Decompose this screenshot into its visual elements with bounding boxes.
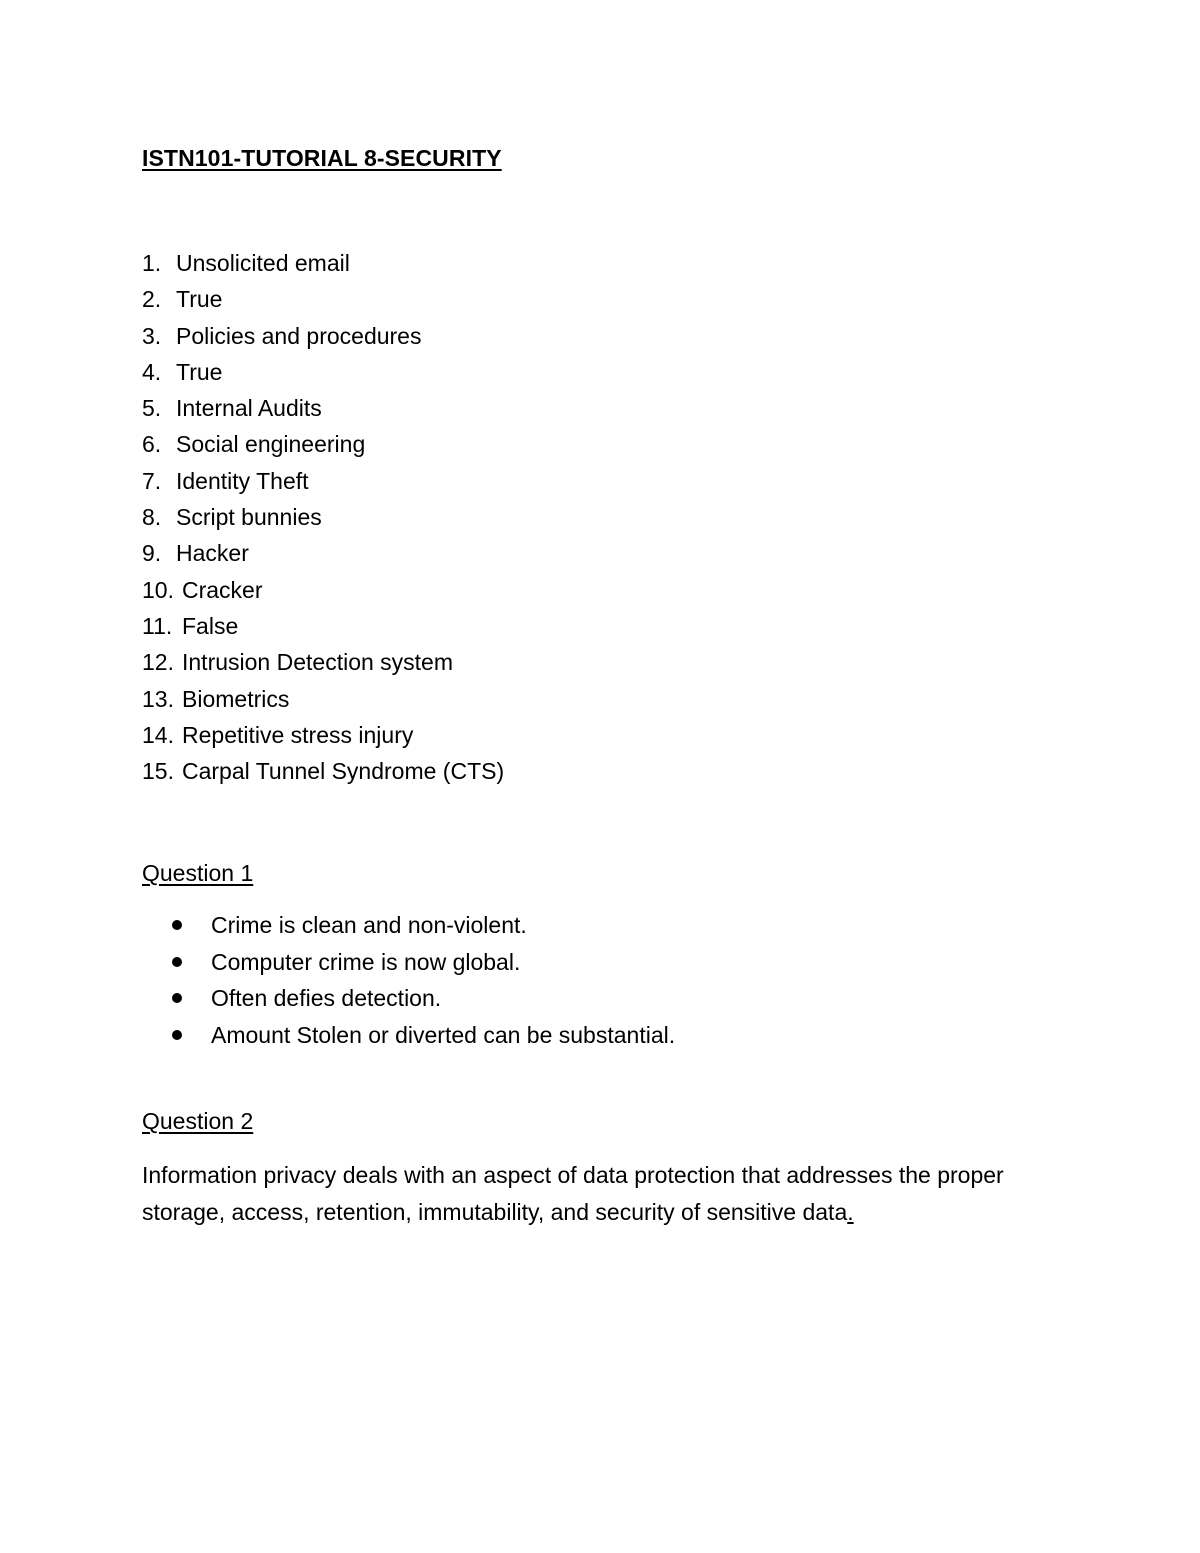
item-text: True bbox=[176, 358, 223, 385]
question-1-bullets bbox=[172, 910, 675, 1056]
item-number: 2. bbox=[142, 286, 162, 313]
item-number: 13. bbox=[142, 685, 174, 712]
item-number: 15. bbox=[142, 758, 174, 785]
item-number: 12. bbox=[142, 649, 174, 676]
list-item bbox=[142, 284, 504, 320]
list-item bbox=[142, 429, 504, 465]
item-number: 3. bbox=[142, 322, 162, 349]
item-number: 1. bbox=[142, 250, 162, 276]
answer-text: Information privacy deals with an aspect of data protection that addresses the proper storage, access, retention, immutability, and security of sensitive data bbox=[142, 1162, 1004, 1225]
item-text: Identity Theft bbox=[176, 467, 309, 494]
item-text: Social engineering bbox=[176, 431, 366, 458]
list-item bbox=[142, 357, 504, 393]
item-text: Repetitive stress injury bbox=[182, 721, 414, 748]
list-item bbox=[172, 910, 675, 947]
list-item bbox=[172, 983, 675, 1020]
item-text: Unsolicited email bbox=[176, 250, 350, 276]
item-text: Biometrics bbox=[182, 685, 290, 712]
question-2-answer bbox=[142, 1157, 1042, 1231]
bullet-text: Often defies detection. bbox=[211, 985, 442, 1011]
bullet-text: Crime is clean and non-violent. bbox=[211, 912, 527, 938]
list-item bbox=[142, 647, 504, 683]
question-2-heading: Question 2 bbox=[142, 1108, 254, 1134]
list-item bbox=[142, 611, 504, 647]
item-text: True bbox=[176, 286, 223, 313]
item-number: 14. bbox=[142, 721, 174, 748]
item-number: 8. bbox=[142, 504, 162, 531]
bullet-icon bbox=[172, 1030, 182, 1040]
bullet-text: Amount Stolen or diverted can be substantial. bbox=[211, 1021, 676, 1048]
list-item bbox=[142, 248, 504, 284]
item-number: 10. bbox=[142, 576, 174, 603]
list-item bbox=[142, 756, 504, 792]
answer-period: . bbox=[847, 1199, 854, 1225]
answer-list bbox=[142, 248, 504, 792]
list-item bbox=[142, 684, 504, 720]
document-title: ISTN101-TUTORIAL 8-SECURITY bbox=[142, 145, 502, 171]
item-text: Carpal Tunnel Syndrome (CTS) bbox=[182, 758, 505, 785]
list-item bbox=[142, 502, 504, 538]
bullet-icon bbox=[172, 920, 182, 930]
list-item bbox=[142, 393, 504, 429]
list-item bbox=[142, 575, 504, 611]
list-item bbox=[172, 947, 675, 984]
bullet-icon bbox=[172, 957, 182, 967]
item-number: 4. bbox=[142, 358, 162, 385]
list-item bbox=[142, 538, 504, 574]
item-number: 9. bbox=[142, 540, 162, 567]
item-text: Policies and procedures bbox=[176, 322, 422, 349]
bullet-text: Computer crime is now global. bbox=[211, 948, 521, 975]
list-item bbox=[172, 1020, 675, 1057]
item-text: Intrusion Detection system bbox=[182, 649, 454, 676]
bullet-icon bbox=[172, 993, 182, 1003]
item-text: False bbox=[182, 612, 239, 639]
item-number: 7. bbox=[142, 467, 162, 494]
item-number: 5. bbox=[142, 395, 162, 422]
list-item bbox=[142, 321, 504, 357]
item-number: 11. bbox=[142, 612, 173, 639]
item-text: Internal Audits bbox=[176, 395, 322, 422]
question-1-heading: Question 1 bbox=[142, 860, 254, 886]
item-text: Cracker bbox=[182, 576, 263, 603]
list-item bbox=[142, 720, 504, 756]
item-number: 6. bbox=[142, 431, 162, 458]
item-text: Hacker bbox=[176, 540, 249, 567]
list-item bbox=[142, 466, 504, 502]
item-text: Script bunnies bbox=[176, 504, 322, 531]
